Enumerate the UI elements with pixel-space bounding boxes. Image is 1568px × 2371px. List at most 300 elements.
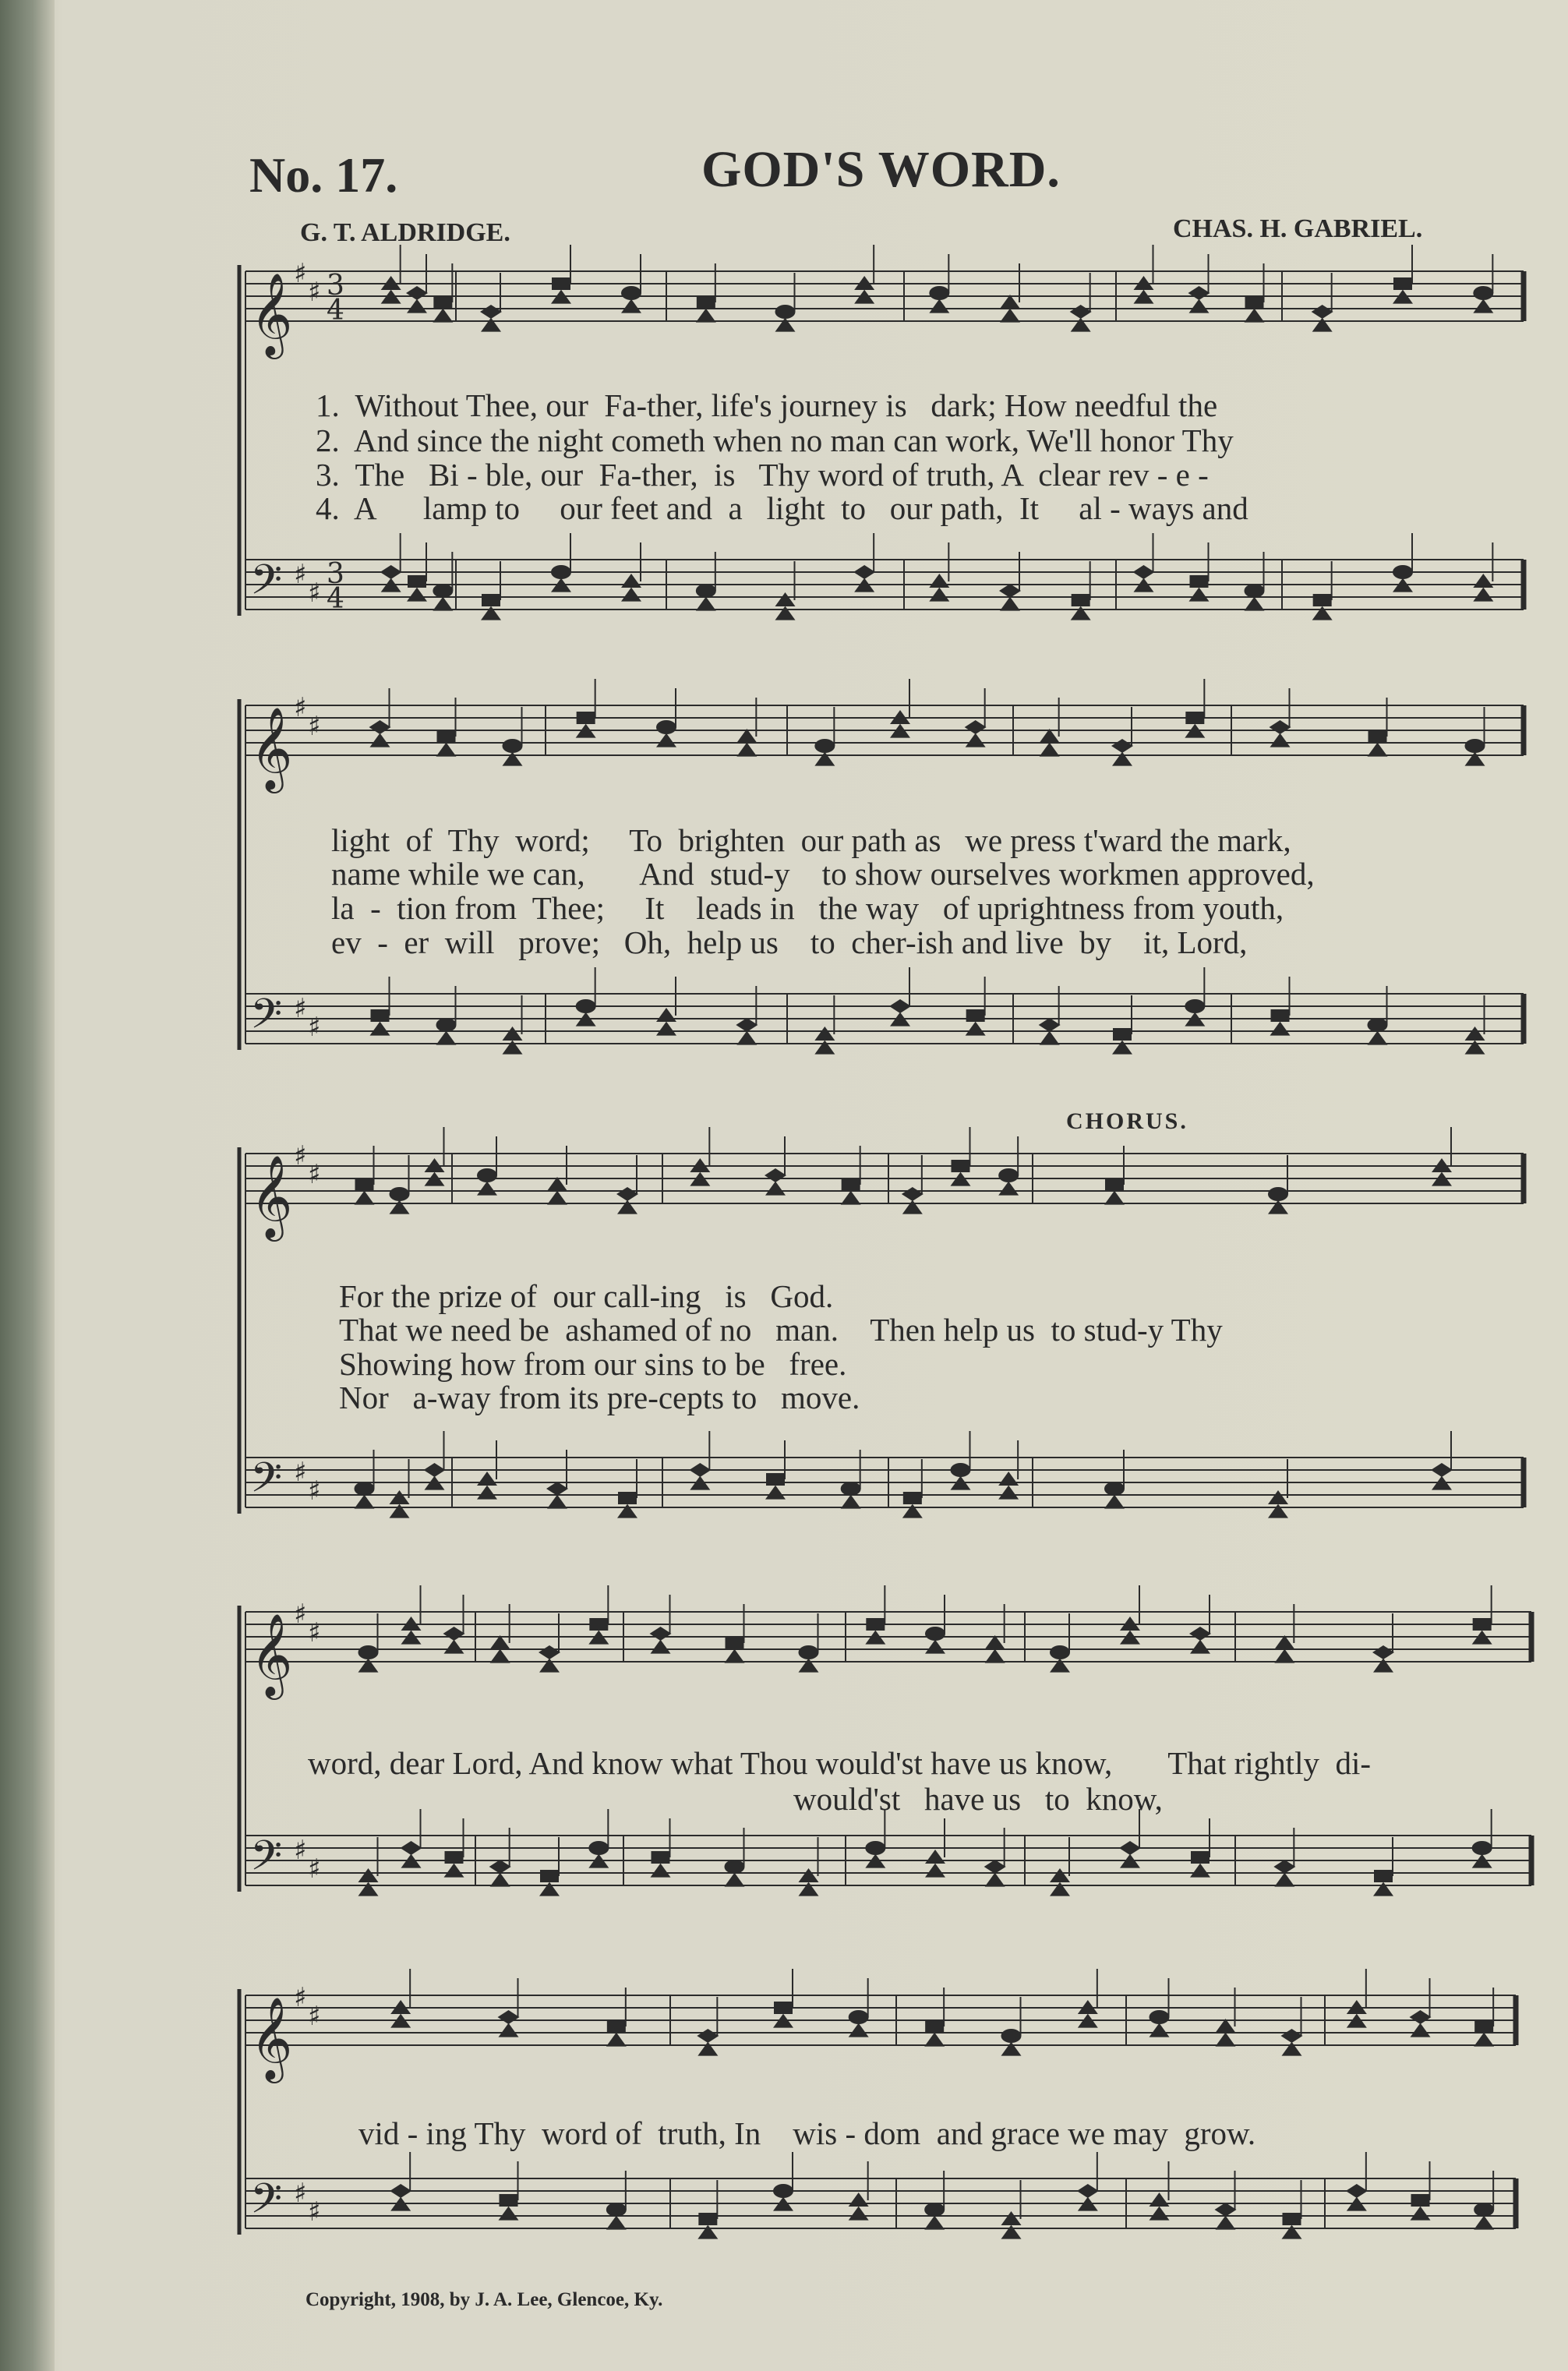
shape-note-triangle xyxy=(606,2033,627,2047)
shape-note-diamond xyxy=(1077,2184,1099,2198)
lyricist-credit: G. T. ALDRIDGE. xyxy=(300,218,510,247)
shape-note-triangle xyxy=(998,1182,1019,1196)
shape-note-square xyxy=(437,730,456,743)
shape-note-triangle xyxy=(436,743,457,757)
shape-note-triangle xyxy=(925,1640,945,1654)
shape-note-square xyxy=(589,1618,608,1631)
shape-note-triangle xyxy=(985,1649,1005,1663)
shape-note-round xyxy=(865,1841,885,1855)
shape-note-square xyxy=(500,2194,518,2207)
shape-note-round xyxy=(951,1463,971,1477)
shape-note-triangle xyxy=(1465,1041,1485,1055)
shape-note-square xyxy=(925,2020,944,2033)
shape-note-round xyxy=(576,999,596,1013)
shape-note-triangle xyxy=(390,1490,410,1504)
shape-note-triangle xyxy=(725,1873,745,1887)
shape-note-triangle xyxy=(539,1659,560,1673)
shape-note-triangle xyxy=(924,2216,945,2230)
time-signature-bottom: 4 xyxy=(327,295,344,327)
shape-note-triangle xyxy=(490,1873,510,1887)
shape-note-triangle xyxy=(355,1495,375,1509)
shape-note-triangle xyxy=(407,588,427,602)
shape-note-round xyxy=(358,1645,379,1659)
shape-note-triangle xyxy=(547,1191,567,1205)
shape-note-triangle xyxy=(775,592,796,606)
shape-note-triangle xyxy=(814,752,835,766)
hymn-number: No. 17. xyxy=(249,147,398,203)
shape-note-triangle xyxy=(1268,1490,1288,1504)
shape-note-square xyxy=(577,712,595,724)
treble-clef: 𝄞 xyxy=(250,272,293,355)
shape-note-triangle xyxy=(1312,606,1333,620)
treble-clef: 𝄞 xyxy=(250,1154,293,1238)
lyric-line: 1. Without Thee, our Fa-ther, life's journey is dark; How needful the xyxy=(316,387,1218,423)
shape-note-square xyxy=(1368,730,1387,743)
shape-note-triangle xyxy=(849,2207,869,2221)
shape-note-triangle xyxy=(1274,1649,1294,1663)
shape-note-triangle xyxy=(697,2042,718,2056)
shape-note-round xyxy=(775,305,796,319)
shape-note-diamond xyxy=(689,1463,711,1477)
shape-note-triangle xyxy=(799,1882,819,1896)
shape-note-square xyxy=(1374,1870,1393,1882)
key-sharp: ♯ xyxy=(294,2178,307,2209)
shape-note-round xyxy=(436,1018,457,1032)
shape-note-triangle xyxy=(358,1868,379,1882)
shape-note-triangle xyxy=(436,1031,457,1045)
shape-note-triangle xyxy=(929,574,949,588)
shape-note-diamond xyxy=(1410,2010,1432,2024)
shape-note-diamond xyxy=(1281,2029,1303,2043)
shape-note-triangle xyxy=(390,1504,410,1518)
shape-note-square xyxy=(652,1851,670,1864)
lyric-line: la - tion from Thee; It leads in the way of uprightness from youth, xyxy=(331,890,1284,926)
shape-note-round xyxy=(799,1645,819,1659)
key-sharp: ♯ xyxy=(294,993,307,1024)
key-sharp: ♯ xyxy=(294,1140,307,1171)
shape-note-triangle xyxy=(1473,574,1493,588)
shape-note-triangle xyxy=(814,1041,835,1055)
shape-note-triangle xyxy=(1411,2207,1431,2221)
shape-note-triangle xyxy=(998,1472,1019,1486)
shape-note-triangle xyxy=(1050,1882,1070,1896)
shape-note-triangle xyxy=(444,1640,464,1654)
shape-note-round xyxy=(656,720,676,734)
shape-note-round xyxy=(1465,739,1485,753)
shape-note-diamond xyxy=(498,2010,520,2024)
shape-note-triangle xyxy=(736,743,757,757)
shape-note-triangle xyxy=(621,574,641,588)
shape-note-round xyxy=(929,286,949,300)
shape-note-triangle xyxy=(849,2023,869,2037)
composer-credit: CHAS. H. GABRIEL. xyxy=(1173,214,1423,243)
shape-note-round xyxy=(355,1482,375,1496)
shape-note-triangle xyxy=(503,1026,523,1041)
shape-note-triangle xyxy=(814,1026,835,1041)
shape-note-triangle xyxy=(606,2216,627,2230)
shape-note-triangle xyxy=(539,1882,560,1896)
shape-note-round xyxy=(1050,1645,1070,1659)
key-sharp: ♯ xyxy=(308,2001,321,2032)
shape-note-triangle xyxy=(1282,2042,1302,2056)
shape-note-round xyxy=(1472,1841,1492,1855)
shape-note-triangle xyxy=(1373,1659,1393,1673)
lyric-line: name while we can, And stud-y to show ourselves workmen approved, xyxy=(331,856,1315,892)
shape-note-square xyxy=(698,2213,717,2225)
key-sharp: ♯ xyxy=(294,258,307,289)
shape-note-square xyxy=(1191,1851,1210,1864)
shape-note-triangle xyxy=(1270,733,1291,747)
bass-clef: 𝄢 xyxy=(250,1832,283,1890)
treble-clef: 𝄞 xyxy=(250,1613,293,1696)
shape-note-diamond xyxy=(424,1463,446,1477)
shape-note-triangle xyxy=(370,733,390,747)
shape-note-triangle xyxy=(1268,1200,1288,1214)
shape-note-square xyxy=(408,575,426,588)
shape-note-diamond xyxy=(697,2029,719,2043)
shape-note-triangle xyxy=(1001,2042,1022,2056)
shape-note-square xyxy=(1245,296,1264,309)
shape-note-triangle xyxy=(1112,1041,1132,1055)
shape-note-triangle xyxy=(358,1882,379,1896)
shape-note-square xyxy=(842,1178,860,1191)
shape-note-triangle xyxy=(902,1200,923,1214)
shape-note-diamond xyxy=(902,1187,923,1201)
shape-note-triangle xyxy=(444,1864,464,1878)
lyric-line: 3. The Bi - ble, our Fa-ther, is Thy word of truth, A clear rev - e - xyxy=(316,457,1209,493)
shape-note-triangle xyxy=(924,2033,945,2047)
lyric-line: ev - er will prove; Oh, help us to cher-ish and live by it, Lord, xyxy=(331,924,1248,960)
shape-note-diamond xyxy=(736,1018,758,1032)
shape-note-diamond xyxy=(1431,1463,1453,1477)
shape-note-triangle xyxy=(1190,1640,1210,1654)
shape-note-diamond xyxy=(1346,2184,1368,2198)
lyric-line: That we need be ashamed of no man. Then help us to stud-y Thy xyxy=(339,1312,1223,1348)
shape-note-triangle xyxy=(481,606,501,620)
shape-note-diamond xyxy=(1119,1841,1141,1855)
shape-note-round xyxy=(696,584,716,598)
shape-note-triangle xyxy=(1071,606,1091,620)
shape-note-triangle xyxy=(651,1864,671,1878)
shape-note-diamond xyxy=(1133,565,1155,579)
shape-note-diamond xyxy=(984,1860,1006,1874)
shape-note-square xyxy=(1313,594,1332,606)
shape-note-round xyxy=(814,739,835,753)
key-sharp: ♯ xyxy=(294,1835,307,1866)
shape-note-square xyxy=(903,1492,922,1504)
shape-note-square xyxy=(766,1473,785,1486)
shape-note-round xyxy=(998,1168,1019,1182)
bass-clef: 𝄢 xyxy=(250,557,283,614)
shape-note-triangle xyxy=(998,1486,1019,1500)
key-sharp: ♯ xyxy=(308,1012,321,1043)
shape-note-triangle xyxy=(1245,309,1265,323)
shape-note-triangle xyxy=(1473,588,1493,602)
shape-note-square xyxy=(371,1009,390,1022)
shape-note-triangle xyxy=(1150,2207,1170,2221)
shape-note-triangle xyxy=(1050,1659,1070,1673)
shape-note-triangle xyxy=(355,1191,375,1205)
shape-note-triangle xyxy=(1104,1191,1125,1205)
shape-note-square xyxy=(1473,1618,1492,1631)
shape-note-triangle xyxy=(1216,2216,1236,2230)
shape-note-square xyxy=(1185,712,1204,724)
shape-note-square xyxy=(726,1637,744,1649)
shape-note-square xyxy=(1283,2213,1301,2225)
lyric-line: word, dear Lord, And know what Thou would'st have us know, That rightly di- xyxy=(308,1745,1372,1781)
shape-note-diamond xyxy=(965,720,987,734)
shape-note-triangle xyxy=(902,1504,923,1518)
shape-note-triangle xyxy=(1465,752,1485,766)
key-sharp: ♯ xyxy=(294,692,307,723)
shape-note-triangle xyxy=(1190,1864,1210,1878)
shape-note-triangle xyxy=(656,733,676,747)
shape-note-square xyxy=(1474,2020,1493,2033)
shape-note-triangle xyxy=(651,1640,671,1654)
shape-note-square xyxy=(1072,594,1090,606)
shape-note-square xyxy=(355,1178,374,1191)
shape-note-triangle xyxy=(617,1200,637,1214)
shape-note-triangle xyxy=(433,597,453,611)
shape-note-round xyxy=(1185,999,1205,1013)
lyric-line: Nor a-way from its pre-cepts to move. xyxy=(339,1380,860,1415)
shape-note-diamond xyxy=(1312,305,1333,319)
shape-note-diamond xyxy=(650,1627,672,1641)
shape-note-triangle xyxy=(1000,597,1020,611)
shape-note-diamond xyxy=(1273,1860,1295,1874)
shape-note-round xyxy=(1393,565,1413,579)
shape-note-triangle xyxy=(358,1659,379,1673)
key-sharp: ♯ xyxy=(308,1853,321,1885)
key-sharp: ♯ xyxy=(294,559,307,590)
shape-note-round xyxy=(1268,1187,1288,1201)
shape-note-triangle xyxy=(775,606,796,620)
shape-note-triangle xyxy=(1189,588,1210,602)
shape-note-round xyxy=(477,1168,497,1182)
shape-note-triangle xyxy=(503,752,523,766)
shape-note-diamond xyxy=(1070,305,1092,319)
shape-note-triangle xyxy=(1411,2023,1431,2037)
shape-note-diamond xyxy=(1215,2203,1237,2217)
shape-note-diamond xyxy=(889,999,911,1013)
shape-note-triangle xyxy=(477,1472,497,1486)
shape-note-diamond xyxy=(480,305,502,319)
shape-note-square xyxy=(482,594,500,606)
chorus-label: CHORUS. xyxy=(1066,1108,1188,1134)
shape-note-triangle xyxy=(656,1022,676,1036)
shape-note-triangle xyxy=(1000,309,1020,323)
shape-note-triangle xyxy=(621,299,641,313)
shape-note-triangle xyxy=(966,733,986,747)
shape-note-triangle xyxy=(925,1864,945,1878)
shape-note-triangle xyxy=(1001,2211,1022,2225)
lyric-line: vid - ing Thy word of truth, In wis - dom and grace we may grow. xyxy=(358,2115,1256,2151)
shape-note-diamond xyxy=(616,1187,638,1201)
shape-note-round xyxy=(390,1187,410,1201)
shape-note-square xyxy=(1105,1178,1124,1191)
shape-note-round xyxy=(1150,2010,1170,2024)
shape-note-triangle xyxy=(477,1182,497,1196)
shape-note-triangle xyxy=(477,1486,497,1500)
shape-note-triangle xyxy=(765,1486,786,1500)
shape-note-triangle xyxy=(929,588,949,602)
time-signature-top: 3 xyxy=(327,558,344,590)
shape-note-square xyxy=(607,2020,626,2033)
shape-note-triangle xyxy=(1473,299,1493,313)
shape-note-round xyxy=(725,1860,745,1874)
shape-note-square xyxy=(966,1009,985,1022)
time-signature-top: 3 xyxy=(327,270,344,302)
shape-note-round xyxy=(773,2184,793,2198)
shape-note-diamond xyxy=(1188,286,1210,300)
shape-note-triangle xyxy=(696,597,716,611)
key-sharp: ♯ xyxy=(308,711,321,742)
shape-note-square xyxy=(1393,277,1412,290)
shape-note-triangle xyxy=(1189,299,1210,313)
shape-note-triangle xyxy=(499,2207,519,2221)
shape-note-round xyxy=(1104,1482,1125,1496)
shape-note-triangle xyxy=(1112,752,1132,766)
shape-note-square xyxy=(552,277,570,290)
shape-note-diamond xyxy=(765,1168,786,1182)
shape-note-triangle xyxy=(775,318,796,332)
shape-note-triangle xyxy=(985,1873,1005,1887)
shape-note-diamond xyxy=(489,1860,511,1874)
shape-note-round xyxy=(606,2203,627,2217)
shape-note-triangle xyxy=(1040,743,1060,757)
shape-note-round xyxy=(1473,286,1493,300)
shape-note-triangle xyxy=(966,1022,986,1036)
shape-note-triangle xyxy=(1104,1495,1125,1509)
treble-clef: 𝄞 xyxy=(250,706,293,790)
shape-note-square xyxy=(952,1160,970,1172)
shape-note-triangle xyxy=(841,1495,861,1509)
shape-note-round xyxy=(1245,584,1265,598)
key-sharp: ♯ xyxy=(308,1475,321,1507)
shape-note-round xyxy=(1001,2029,1022,2043)
shape-note-triangle xyxy=(407,299,427,313)
shape-note-square xyxy=(445,1851,464,1864)
shape-note-triangle xyxy=(656,1008,676,1022)
key-sharp: ♯ xyxy=(294,1982,307,2013)
shape-note-triangle xyxy=(1274,1873,1294,1887)
shape-note-round xyxy=(849,2010,869,2024)
shape-note-triangle xyxy=(696,309,716,323)
shape-note-diamond xyxy=(853,565,875,579)
shape-note-triangle xyxy=(1268,1504,1288,1518)
shape-note-square xyxy=(540,1870,559,1882)
key-sharp: ♯ xyxy=(308,1159,321,1190)
shape-note-diamond xyxy=(1111,739,1133,753)
lyric-line: light of Thy word; To brighten our path as we press t'ward the mark, xyxy=(331,822,1291,858)
shape-note-square xyxy=(866,1618,885,1631)
shape-note-diamond xyxy=(999,584,1021,598)
shape-note-round xyxy=(503,739,523,753)
shape-note-triangle xyxy=(1465,1026,1485,1041)
copyright-notice: Copyright, 1908, by J. A. Lee, Glencoe, Ky. xyxy=(305,2289,663,2310)
shape-note-triangle xyxy=(390,1200,410,1214)
shape-note-triangle xyxy=(370,1022,390,1036)
shape-note-square xyxy=(433,296,452,309)
key-sharp: ♯ xyxy=(294,1457,307,1488)
shape-note-triangle xyxy=(1368,743,1388,757)
shape-note-square xyxy=(774,2002,793,2014)
shape-note-triangle xyxy=(621,588,641,602)
shape-note-triangle xyxy=(481,318,501,332)
shape-note-round xyxy=(924,2203,945,2217)
shape-note-diamond xyxy=(1189,1627,1211,1641)
shape-note-square xyxy=(1190,575,1209,588)
shape-note-triangle xyxy=(1373,1882,1393,1896)
shape-note-triangle xyxy=(617,1504,637,1518)
shape-note-triangle xyxy=(1312,318,1333,332)
shape-note-triangle xyxy=(765,1182,786,1196)
shape-note-diamond xyxy=(539,1645,560,1659)
shape-note-diamond xyxy=(1039,1018,1061,1032)
lyric-line: For the prize of our call-ing is God. xyxy=(339,1278,834,1314)
shape-note-triangle xyxy=(697,2225,718,2239)
time-signature-bottom: 4 xyxy=(327,583,344,615)
bass-clef: 𝄢 xyxy=(250,2175,283,2233)
shape-note-diamond xyxy=(1270,720,1291,734)
shape-note-square xyxy=(1271,1009,1290,1022)
shape-note-triangle xyxy=(725,1649,745,1663)
shape-note-square xyxy=(697,296,715,309)
shape-note-round xyxy=(925,1627,945,1641)
shape-note-triangle xyxy=(1270,1022,1291,1036)
shape-note-diamond xyxy=(406,286,428,300)
shape-note-triangle xyxy=(799,1659,819,1673)
shape-note-diamond xyxy=(369,720,391,734)
shape-note-diamond xyxy=(546,1482,568,1496)
shape-note-triangle xyxy=(1216,2033,1236,2047)
shape-note-triangle xyxy=(1040,1031,1060,1045)
shape-note-triangle xyxy=(1050,1868,1070,1882)
shape-note-round xyxy=(841,1482,861,1496)
shape-note-triangle xyxy=(490,1649,510,1663)
shape-note-triangle xyxy=(503,1041,523,1055)
key-sharp: ♯ xyxy=(308,1617,321,1648)
bass-clef: 𝄢 xyxy=(250,991,283,1048)
shape-note-triangle xyxy=(1150,2193,1170,2207)
shape-note-triangle xyxy=(433,309,453,323)
shape-note-round xyxy=(433,584,453,598)
shape-note-triangle xyxy=(736,1031,757,1045)
shape-note-triangle xyxy=(547,1495,567,1509)
shape-note-square xyxy=(618,1492,637,1504)
shape-note-round xyxy=(588,1841,609,1855)
shape-note-triangle xyxy=(499,2023,519,2037)
shape-note-round xyxy=(1474,2203,1494,2217)
shape-note-square xyxy=(1113,1028,1132,1041)
hymn-title: GOD'S WORD. xyxy=(701,141,1061,198)
key-sharp: ♯ xyxy=(294,1599,307,1630)
lyric-line: would'st have us to know, xyxy=(793,1781,1163,1817)
bass-clef: 𝄢 xyxy=(250,1454,283,1512)
shape-note-diamond xyxy=(390,2184,411,2198)
shape-note-triangle xyxy=(1150,2023,1170,2037)
shape-note-triangle xyxy=(849,2193,869,2207)
shape-note-triangle xyxy=(1474,2216,1494,2230)
shape-note-triangle xyxy=(1282,2225,1302,2239)
lyric-line: 4. A lamp to our feet and a light to our path, It al - ways and xyxy=(316,490,1248,526)
shape-note-triangle xyxy=(841,1191,861,1205)
shape-note-diamond xyxy=(380,565,402,579)
shape-note-triangle xyxy=(929,299,949,313)
shape-note-triangle xyxy=(925,1850,945,1864)
key-sharp: ♯ xyxy=(308,2196,321,2228)
shape-note-round xyxy=(551,565,571,579)
